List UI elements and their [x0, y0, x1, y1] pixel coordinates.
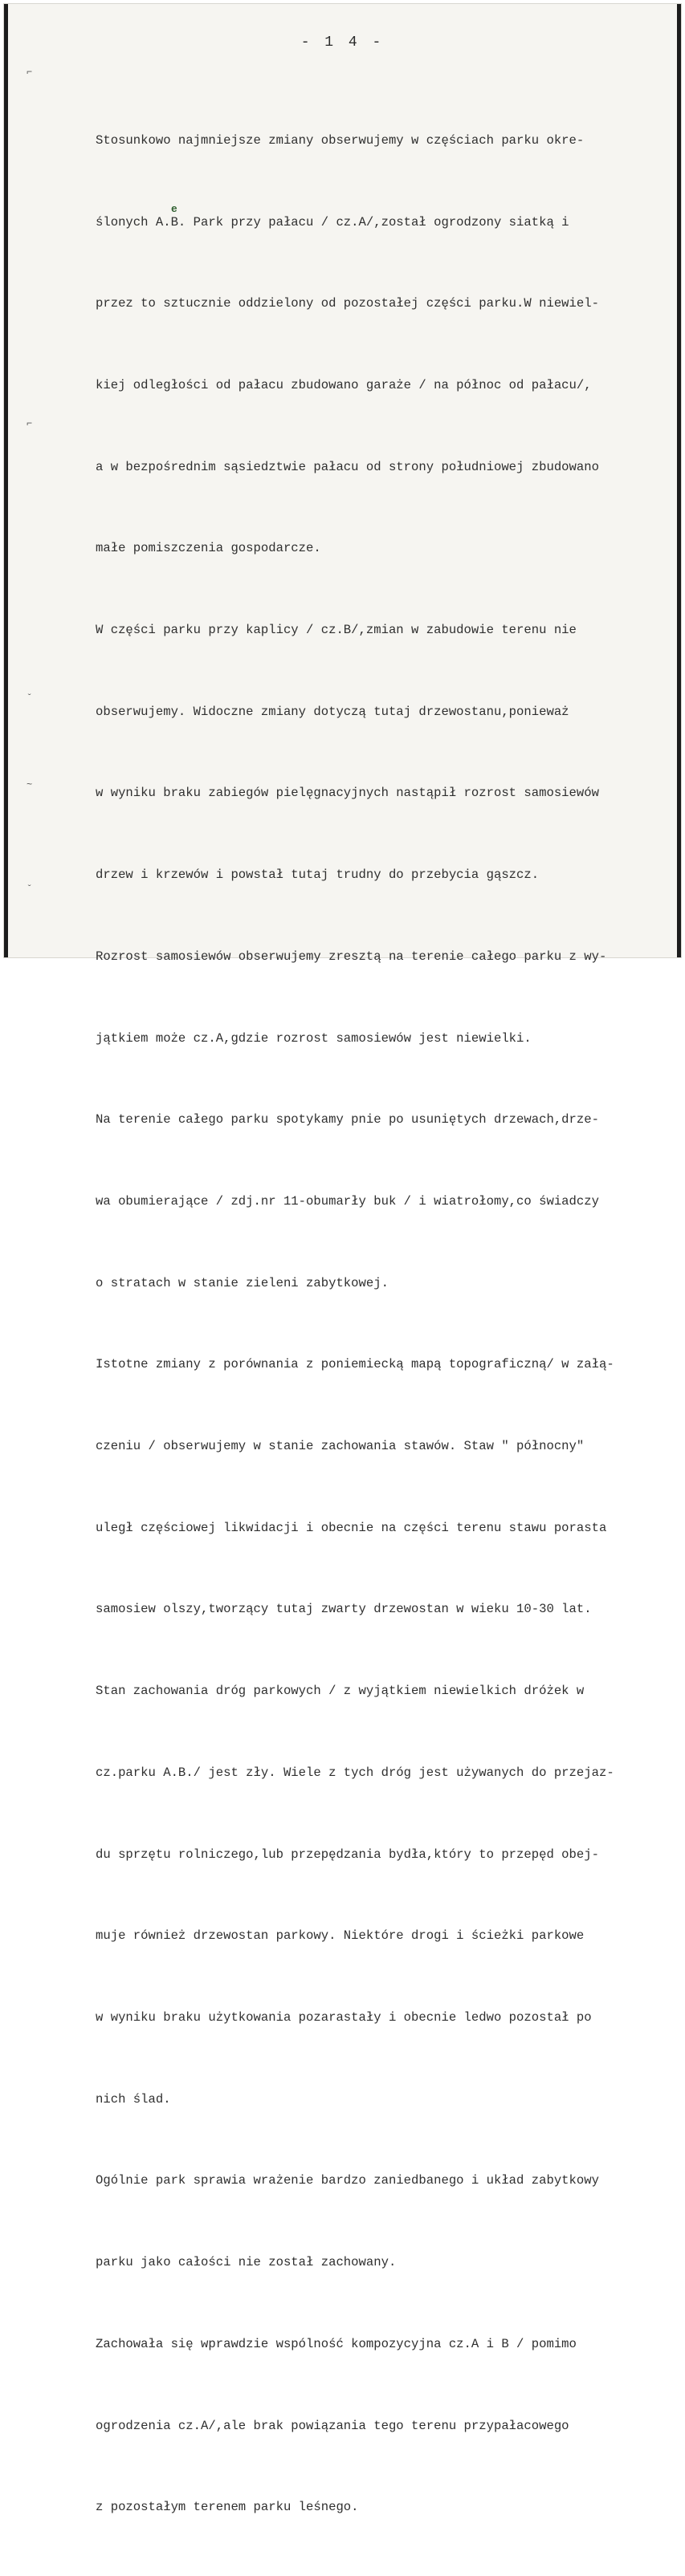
- text-line: cz.parku A.B./ jest zły. Wiele z tych dróg jest używanych do przejaz-: [96, 1765, 614, 1780]
- text-line: a w bezpośrednim sąsiedztwie pałacu od strony południowej zbudowano: [96, 459, 599, 474]
- margin-tick-mark: ~: [27, 779, 33, 790]
- text-line: małe pomiszczenia gospodarcze.: [96, 541, 321, 556]
- text-line: W części parku przy kaplicy / cz.B/,zmian w zabudowie terenu nie: [96, 623, 577, 638]
- scan-edge-left: [4, 4, 8, 957]
- typed-text-body: [96, 73, 682, 2576]
- text-line: Na terenie całego parku spotykamy pnie po usuniętych drzewach,drze-: [96, 1112, 599, 1128]
- text-line: obserwujemy. Widoczne zmiany dotyczą tutaj drzewostanu,ponieważ: [96, 704, 569, 719]
- text-line: ślonych A.B. Park przy pałacu / cz.A/,został ogrodzony siatką i: [96, 214, 569, 230]
- text-line: du sprzętu rolniczego,lub przepędzania bydła,który to przepęd obej-: [96, 1847, 599, 1862]
- text-line: kiej odległości od pałacu zbudowano garaże / na północ od pałacu/,: [96, 377, 592, 392]
- page-number: - 1 4 -: [300, 35, 385, 51]
- text-line: nich ślad.: [96, 2091, 171, 2107]
- margin-tick-mark: ˇ: [27, 693, 33, 704]
- text-line: samosiew olszy,tworzący tutaj zwarty drzewostan w wieku 10-30 lat.: [96, 1602, 592, 1617]
- text-line: parku jako całości nie został zachowany.: [96, 2255, 397, 2270]
- margin-tick-mark: ⌐: [27, 67, 33, 78]
- text-line: muje również drzewostan parkowy. Niektóre drogi i ścieżki parkowe: [96, 1928, 585, 1944]
- text-line: drzew i krzewów i powstał tutaj trudny do przebycia gąszcz.: [96, 867, 540, 883]
- margin-tick-mark: ˇ: [27, 884, 33, 895]
- text-line: z pozostałym terenem parku leśnego.: [96, 2500, 359, 2515]
- text-line: Stosunkowo najmniejsze zmiany obserwujemy w częściach parku okre-: [96, 132, 585, 148]
- text-line: o stratach w stanie zieleni zabytkowej.: [96, 1275, 389, 1290]
- handwritten-correction: e: [171, 203, 177, 215]
- text-line: przez to sztucznie oddzielony od pozostałej części parku.W niewiel-: [96, 296, 599, 311]
- text-line: ogrodzenia cz.A/,ale brak powiązania tego terenu przypałacowego: [96, 2418, 569, 2433]
- text-line: w wyniku braku zabiegów pielęgnacyjnych nastąpił rozrost samosiewów: [96, 786, 599, 801]
- text-line: Ogólnie park sprawia wrażenie bardzo zaniedbanego i układ zabytkowy: [96, 2173, 599, 2188]
- text-line: jątkiem może cz.A,gdzie rozrost samosiewów jest niewielki.: [96, 1030, 532, 1046]
- margin-tick-mark: ⌐: [27, 418, 33, 429]
- text-line: Stan zachowania dróg parkowych / z wyjątkiem niewielkich dróżek w: [96, 1684, 585, 1699]
- text-line: wa obumierające / zdj.nr 11-obumarły buk / i wiatrołomy,co świadczy: [96, 1193, 599, 1209]
- document-page: [3, 3, 682, 2515]
- text-line: Rozrost samosiewów obserwujemy zresztą na terenie całego parku z wy-: [96, 949, 607, 964]
- text-line: uległ częściowej likwidacji i obecnie na części terenu stawu porasta: [96, 1520, 607, 1535]
- text-line: Istotne zmiany z porównania z poniemiecką mapą topograficzną/ w załą-: [96, 1357, 614, 1372]
- text-line: czeniu / obserwujemy w stanie zachowania stawów. Staw " północny": [96, 1439, 585, 1454]
- text-line: Zachowała się wprawdzie wspólność kompozycyjna cz.A i B / pomimo: [96, 2336, 577, 2351]
- text-line: w wyniku braku użytkowania pozarastały i obecnie ledwo pozostał po: [96, 2009, 592, 2025]
